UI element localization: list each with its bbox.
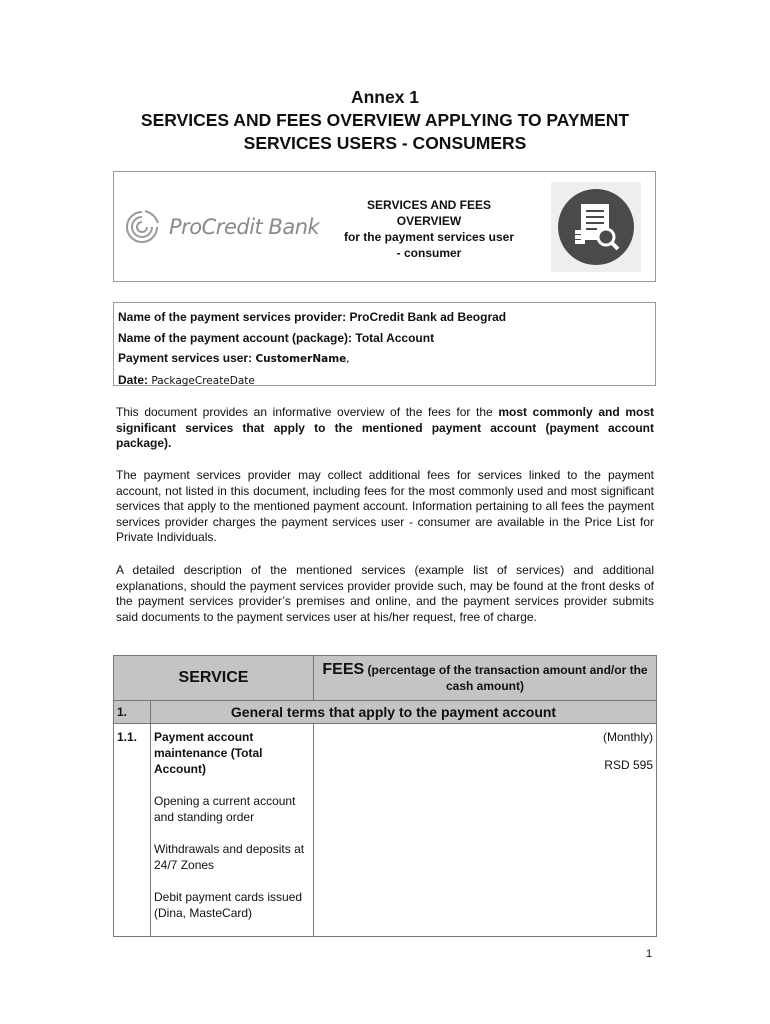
user-value: CustomerName	[255, 353, 347, 365]
detailed-description-paragraph: A detailed description of the mentioned services (example list of services) and additional explanations, should the payment services provider provide such, may be found at the front desks of the payment services provider’s premises and online, and the payment services provider submits said documents to the payment services user at his/her request, free of charge.	[116, 563, 654, 624]
fees-header-title: FEES	[322, 661, 365, 678]
account-value: Total Account	[355, 330, 435, 345]
row-number: 1.1.	[114, 724, 151, 936]
bank-logo	[123, 208, 319, 246]
account-line	[118, 328, 651, 349]
fees-header-subtitle: (percentage of the transaction amount and/or the cash amount)	[364, 663, 648, 693]
account-label: Name of the payment account (package):	[118, 330, 353, 345]
header-line-3: for the payment services user	[343, 230, 515, 244]
fee-amount: RSD 595	[604, 758, 653, 772]
section-number: 1.	[114, 701, 151, 723]
section-title: General terms that apply to the payment account	[230, 704, 557, 720]
header-line-1: SERVICES AND FEES	[366, 198, 492, 212]
header-line-2: OVERVIEW	[396, 214, 462, 228]
intro-text: This document provides an informative overview of the fees for the	[116, 405, 499, 419]
row-service	[151, 724, 314, 936]
section-row	[114, 701, 656, 724]
fees-table	[113, 655, 657, 937]
service-item: Opening a current account and standing order	[154, 794, 296, 824]
user-line	[118, 348, 651, 370]
user-suffix: ,	[346, 353, 350, 365]
title-line-1: Annex 1	[350, 87, 420, 107]
service-title: Payment account maintenance (Total Account)	[154, 730, 263, 776]
column-header-fees	[314, 656, 656, 700]
date-line	[118, 370, 651, 392]
document-magnifier-icon	[551, 182, 641, 277]
additional-fees-paragraph: The payment services provider may collect additional fees for services linked to the payment account, not listed in this document, including fees for the most commonly used and most significant services that apply to the mentioned payment account. Information pertaining to all fees the payment services provider charges the payment services user - consumer are available in the Price List for Private Individuals.	[116, 468, 654, 544]
date-label: Date:	[118, 372, 149, 387]
column-header-service: SERVICE	[114, 656, 314, 700]
header-line-4: - consumer	[396, 246, 462, 260]
service-item: Debit payment cards issued (Dina, MasteCard)	[154, 890, 303, 920]
provider-line	[118, 307, 651, 328]
title-line-2: SERVICES AND FEES OVERVIEW APPLYING TO PAYMENT	[140, 110, 630, 130]
account-info-box	[113, 302, 656, 386]
title-line-3: SERVICES USERS - CONSUMERS	[243, 133, 527, 153]
service-item: Withdrawals and deposits at 24/7 Zones	[154, 842, 305, 872]
header-caption	[334, 197, 524, 261]
header-box	[113, 171, 656, 282]
bank-logo-icon	[123, 208, 161, 246]
intro-emphasis: most commonly and most significant services that apply to the mentioned payment account (payment account package).	[116, 405, 655, 450]
fee-period: (Monthly)	[602, 730, 653, 744]
intro-paragraph	[116, 405, 654, 452]
table-row	[114, 724, 656, 936]
page-number: 1	[646, 948, 653, 960]
date-value: PackageCreateDate	[151, 374, 255, 387]
provider-value: ProCredit Bank ad Beograd	[349, 310, 507, 324]
document-title	[100, 86, 670, 155]
bank-logo-text: ProCredit Bank	[169, 215, 320, 239]
user-label: Payment services user:	[118, 351, 253, 365]
table-header-row	[114, 656, 656, 701]
provider-label: Name of the payment services provider:	[118, 310, 347, 324]
row-fees	[314, 724, 656, 936]
